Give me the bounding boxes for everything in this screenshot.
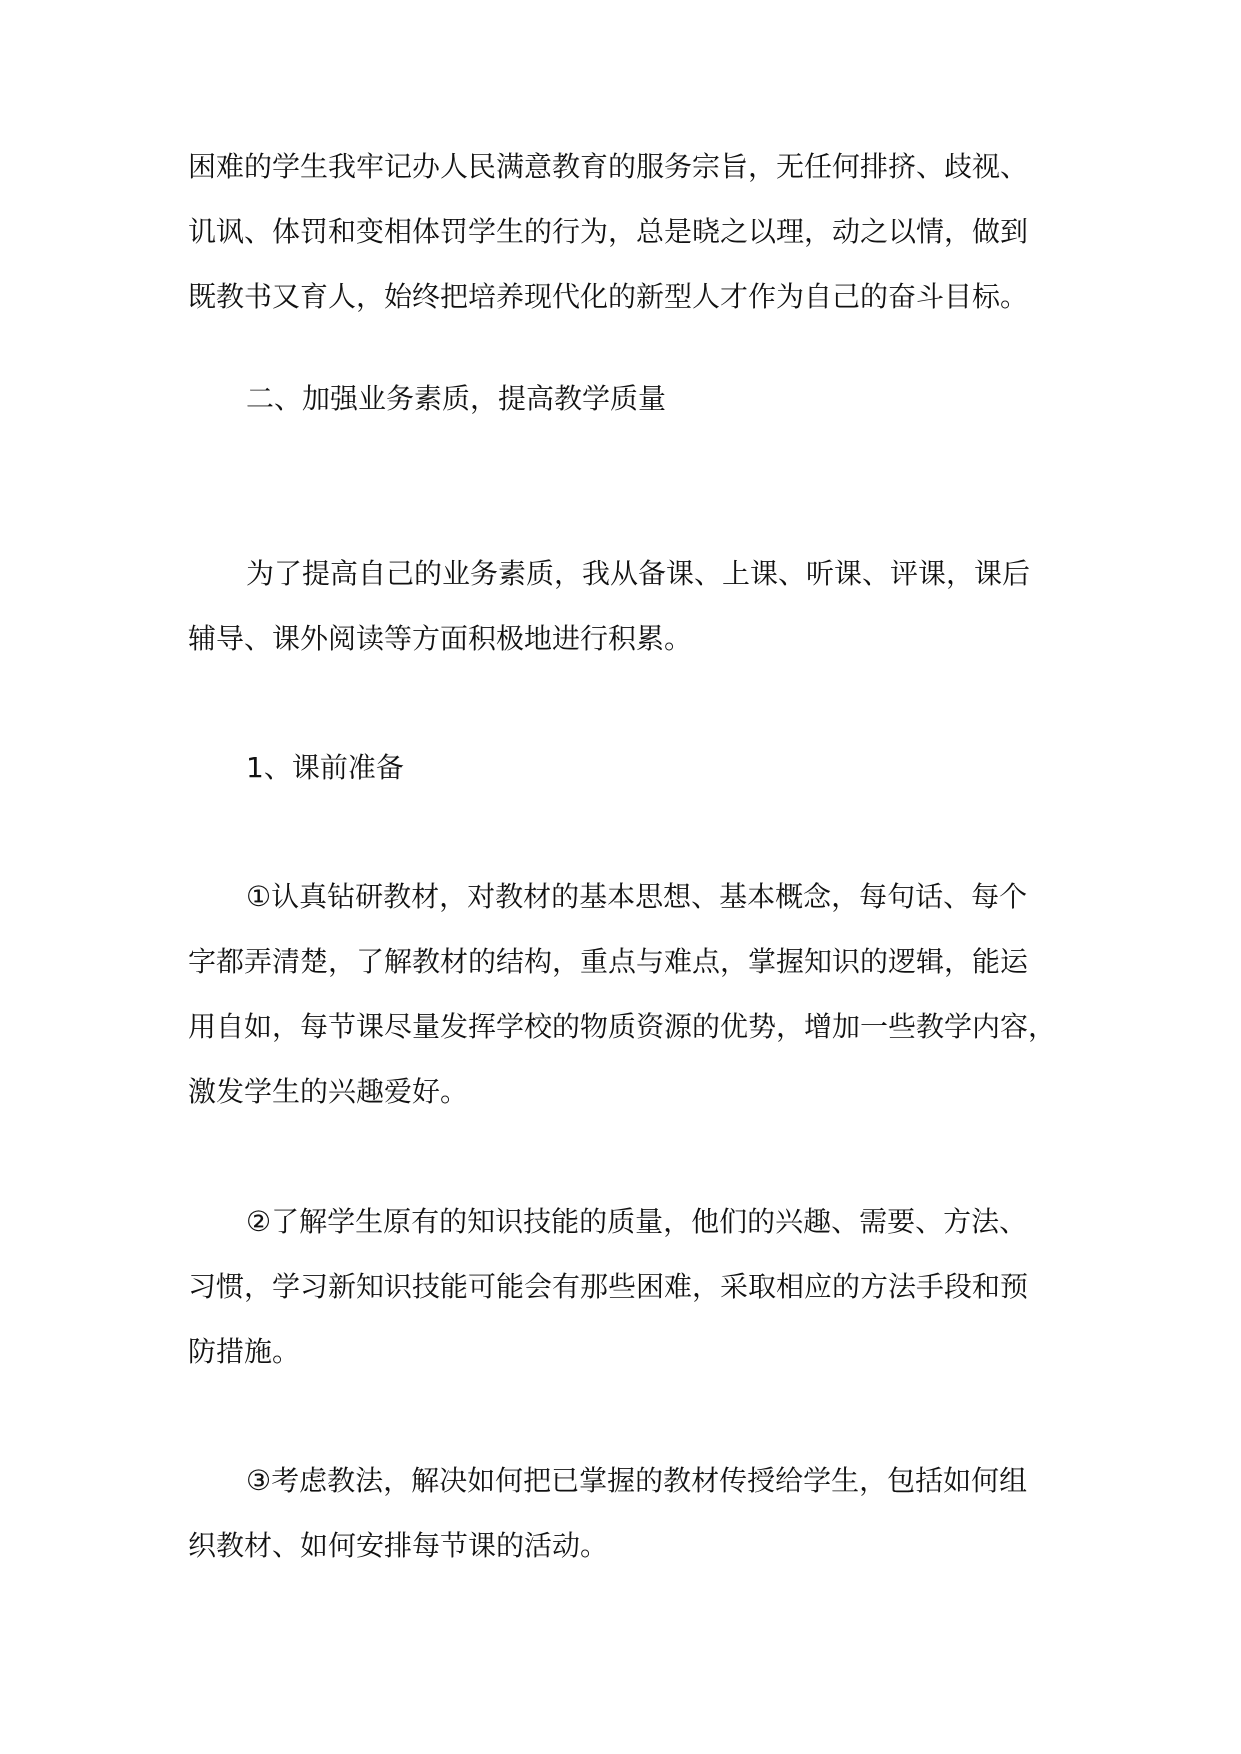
heading-line: 二、加强业务素质，提高教学质量 — [246, 382, 667, 415]
paragraph-line: ②了解学生原有的知识技能的质量，他们的兴趣、需要、方法、 — [246, 1205, 1028, 1238]
section-heading — [188, 366, 1068, 431]
paragraph-line: 激发学生的兴趣爱好。 — [188, 1075, 469, 1108]
paragraph-line: 习惯，学习新知识技能可能会有那些困难，采取相应的方法手段和预 — [188, 1270, 1029, 1303]
continued-paragraph — [188, 134, 1068, 329]
paragraph-line: 织教材、如何安排每节课的活动。 — [188, 1529, 609, 1562]
list-item-2 — [188, 1189, 1068, 1384]
paragraph-line: 辅导、课外阅读等方面积极地进行积累。 — [188, 622, 693, 655]
intro-paragraph — [188, 541, 1068, 671]
paragraph-line: 字都弄清楚，了解教材的结构，重点与难点，掌握知识的逻辑，能运 — [188, 945, 1029, 978]
paragraph-line: 困难的学生我牢记办人民满意教育的服务宗旨，无任何排挤、歧视、 — [188, 150, 1029, 183]
heading-line: 1、课前准备 — [246, 751, 404, 784]
paragraph-line: ③考虑教法，解决如何把已掌握的教材传授给学生，包括如何组 — [246, 1464, 1028, 1497]
subheading — [188, 735, 1068, 800]
list-item-3 — [188, 1448, 1068, 1578]
paragraph-line: 用自如，每节课尽量发挥学校的物质资源的优势，增加一些教学内容， — [188, 1010, 1057, 1043]
paragraph-line: 既教书又育人，始终把培养现代化的新型人才作为自己的奋斗目标。 — [188, 280, 1029, 313]
paragraph-line: 讥讽、体罚和变相体罚学生的行为，总是晓之以理，动之以情，做到 — [188, 215, 1029, 248]
paragraph-line: ①认真钻研教材，对教材的基本思想、基本概念，每句话、每个 — [246, 880, 1028, 913]
paragraph-line: 防措施。 — [188, 1335, 301, 1368]
list-item-1 — [188, 864, 1068, 1124]
paragraph-line: 为了提高自己的业务素质，我从备课、上课、听课、评课，课后 — [246, 557, 1031, 590]
